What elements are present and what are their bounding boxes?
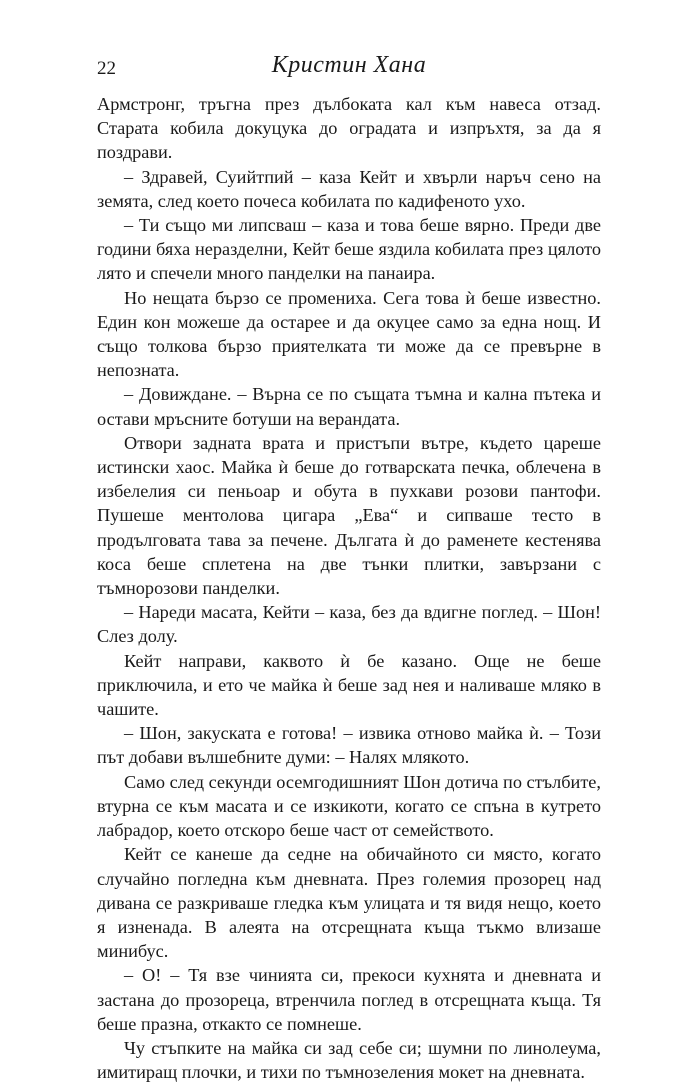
paragraph-3: – Ти също ми липсваш – каза и това беше вярно. Преди две години бяха неразделни, Кейт беше яздила кобилата през цялото лято и спечели много панделки на панаира. [97, 215, 601, 284]
paragraph-13: Чу стъпките на майка си зад себе си; шумни по линолеума, имитиращ плочки, и тихи по тъмнозеления мокет на дневната. [97, 1037, 601, 1083]
paragraph-6: Отвори задната врата и пристъпи вътре, където цареше истински хаос. Майка ѝ беше до готварската печка, облечена в избелелия си пеньоар и обута в пухкави розови пантофи. Пушеше ментолова цигара „Ева“ и сипваше тесто в продълговата тава за печене. Дългата ѝ до раменете кестенява коса беше сплетена на две тънки плитки, завързани с тъмнорозови панделки. [97, 432, 601, 599]
paragraph-5: – Довиждане. – Върна се по същата тъмна и кална пътека и остави мръсните ботуши на верандата. [97, 384, 601, 429]
body-text [97, 92, 601, 1084]
paragraph-2: – Здравей, Суийтпий – каза Кейт и хвърли наръч сено на земята, след което почеса кобилата по кадифеното ухо. [97, 166, 601, 211]
page-number: 22 [97, 58, 116, 79]
page-header [97, 52, 601, 82]
paragraph-10: Само след секунди осемгодишният Шон дотича по стълбите, втурна се към масата и се изкикоти, когато се спъна в кутрето лабрадор, което отскоро беше част от семейството. [97, 771, 601, 841]
running-title-author: Кристин Хана [271, 52, 427, 78]
paragraph-9: – Шон, закуската е готова! – извика отново майка ѝ. – Този път добави вълшебните думи: – Налях млякото. [97, 723, 601, 768]
paragraph-12: – О! – Тя взе чинията си, прекоси кухнята и дневната и застана до прозореца, втренчила поглед в отсрещната къща. Тя беше празна, откакто се помнеше. [97, 965, 601, 1034]
paragraph-8: Кейт направи, каквото ѝ бе казано. Още не беше приключила, и ето че майка ѝ беше зад нея и наливаше мляко в чашите. [97, 650, 601, 720]
paragraph-4: Но нещата бързо се промениха. Сега това ѝ беше известно. Един кон можеше да остарее и да окуцее само за една нощ. И също толкова бързо приятелката ти може да се превърне в непозната. [97, 287, 601, 381]
paragraph-11: Кейт се канеше да седне на обичайното си място, когато случайно погледна към дневната. През големия прозорец над дивана се разкриваше гледка към улицата и тя видя нещо, което я изненада. В алеята на отсрещната къща тъкмо влизаше минибус. [97, 844, 601, 962]
paragraph-7: – Нареди масата, Кейти – каза, без да вдигне поглед. – Шон! Слез долу. [97, 602, 601, 647]
paragraph-1: Армстронг, тръгна през дълбоката кал към навеса отзад. Старата кобила докуцука до оградата и изпръхтя, за да я поздрави. [97, 94, 601, 163]
